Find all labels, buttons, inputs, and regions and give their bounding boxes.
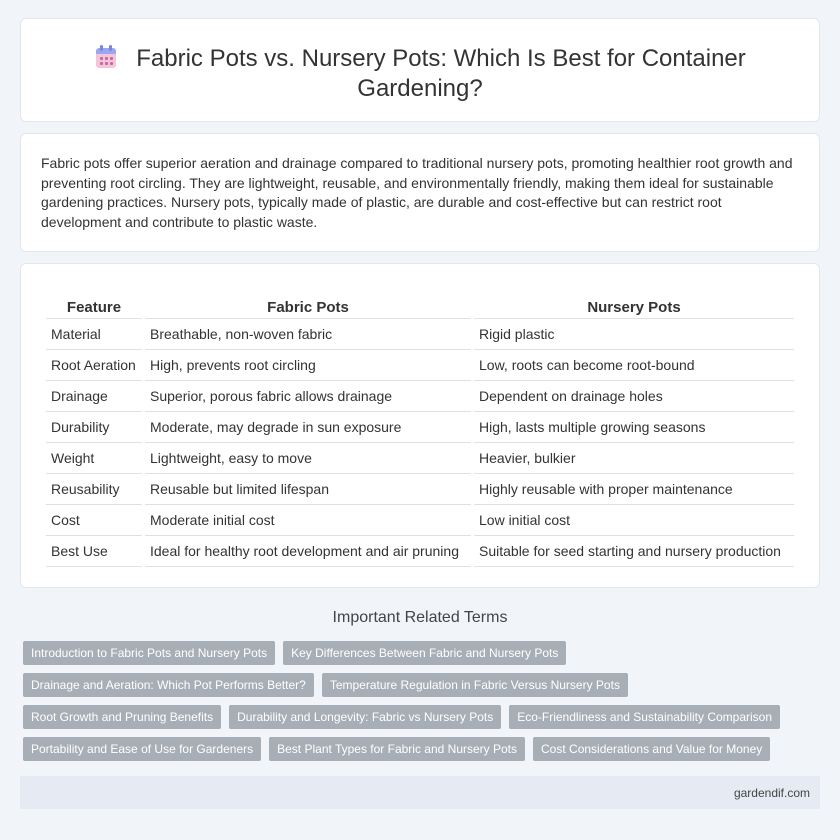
calendar-icon	[94, 45, 118, 69]
related-terms-row	[23, 673, 823, 697]
related-terms-row	[23, 705, 823, 729]
related-term-tag[interactable]: Drainage and Aeration: Which Pot Performs Better?	[23, 673, 314, 697]
cell-fabric-pots: Reusable but limited lifespan	[145, 474, 471, 505]
comparison-table	[43, 294, 797, 567]
table-row	[46, 319, 794, 350]
table-header-row	[46, 294, 794, 319]
related-terms-heading: Important Related Terms	[332, 609, 508, 626]
cell-feature: Best Use	[46, 536, 142, 567]
related-term-tag[interactable]: Durability and Longevity: Fabric vs Nursery Pots	[229, 705, 501, 729]
cell-fabric-pots: Lightweight, easy to move	[145, 443, 471, 474]
cell-nursery-pots: Rigid plastic	[474, 319, 794, 350]
title-card	[20, 18, 820, 122]
cell-fabric-pots: Breathable, non-woven fabric	[145, 319, 471, 350]
related-term-tag[interactable]: Key Differences Between Fabric and Nursery Pots	[283, 641, 566, 665]
cell-fabric-pots: Superior, porous fabric allows drainage	[145, 381, 471, 412]
related-term-tag[interactable]: Temperature Regulation in Fabric Versus Nursery Pots	[322, 673, 628, 697]
intro-card	[20, 133, 820, 252]
footer-site-link[interactable]: gardendif.com	[733, 786, 810, 800]
table-row	[46, 474, 794, 505]
cell-nursery-pots: Low initial cost	[474, 505, 794, 536]
cell-feature: Reusability	[46, 474, 142, 505]
related-term-tag[interactable]: Portability and Ease of Use for Gardeners	[23, 737, 261, 761]
cell-fabric-pots: Ideal for healthy root development and air pruning	[145, 536, 471, 567]
table-row	[46, 536, 794, 567]
header-fabric-pots: Fabric Pots	[145, 294, 471, 319]
table-row	[46, 381, 794, 412]
cell-feature: Drainage	[46, 381, 142, 412]
related-term-tag[interactable]: Root Growth and Pruning Benefits	[23, 705, 221, 729]
table-row	[46, 443, 794, 474]
header-nursery-pots: Nursery Pots	[474, 294, 794, 319]
related-term-tag[interactable]: Best Plant Types for Fabric and Nursery Pots	[269, 737, 525, 761]
related-terms-row	[23, 737, 823, 761]
cell-nursery-pots: Heavier, bulkier	[474, 443, 794, 474]
cell-feature: Root Aeration	[46, 350, 142, 381]
comparison-table-card	[20, 263, 820, 588]
related-term-tag[interactable]: Eco-Friendliness and Sustainability Comparison	[509, 705, 780, 729]
table-row	[46, 350, 794, 381]
cell-fabric-pots: Moderate initial cost	[145, 505, 471, 536]
page-title-wrap	[21, 44, 819, 104]
cell-nursery-pots: High, lasts multiple growing seasons	[474, 412, 794, 443]
cell-nursery-pots: Dependent on drainage holes	[474, 381, 794, 412]
cell-fabric-pots: Moderate, may degrade in sun exposure	[145, 412, 471, 443]
cell-nursery-pots: Low, roots can become root-bound	[474, 350, 794, 381]
cell-feature: Material	[46, 319, 142, 350]
table-row	[46, 505, 794, 536]
page-title: Fabric Pots vs. Nursery Pots: Which Is Best for Container Gardening?	[136, 45, 746, 102]
related-terms-list	[23, 641, 823, 769]
cell-feature: Cost	[46, 505, 142, 536]
cell-nursery-pots: Suitable for seed starting and nursery production	[474, 536, 794, 567]
related-term-tag[interactable]: Cost Considerations and Value for Money	[533, 737, 770, 761]
intro-paragraph: Fabric pots offer superior aeration and drainage compared to traditional nursery pots, promoting healthier root growth and preventing root circling. They are lightweight, reusable, and environmentally friendly, making them ideal for sustainable gardening practices. Nursery pots, typically made of plastic, are durable and cost-effective but can restrict root development and contribute to plastic waste.	[41, 155, 793, 230]
header-feature: Feature	[46, 294, 142, 319]
related-term-tag[interactable]: Introduction to Fabric Pots and Nursery Pots	[23, 641, 275, 665]
cell-feature: Durability	[46, 412, 142, 443]
related-terms-row	[23, 641, 823, 665]
cell-nursery-pots: Highly reusable with proper maintenance	[474, 474, 794, 505]
table-row	[46, 412, 794, 443]
cell-feature: Weight	[46, 443, 142, 474]
footer	[20, 776, 820, 809]
cell-fabric-pots: High, prevents root circling	[145, 350, 471, 381]
